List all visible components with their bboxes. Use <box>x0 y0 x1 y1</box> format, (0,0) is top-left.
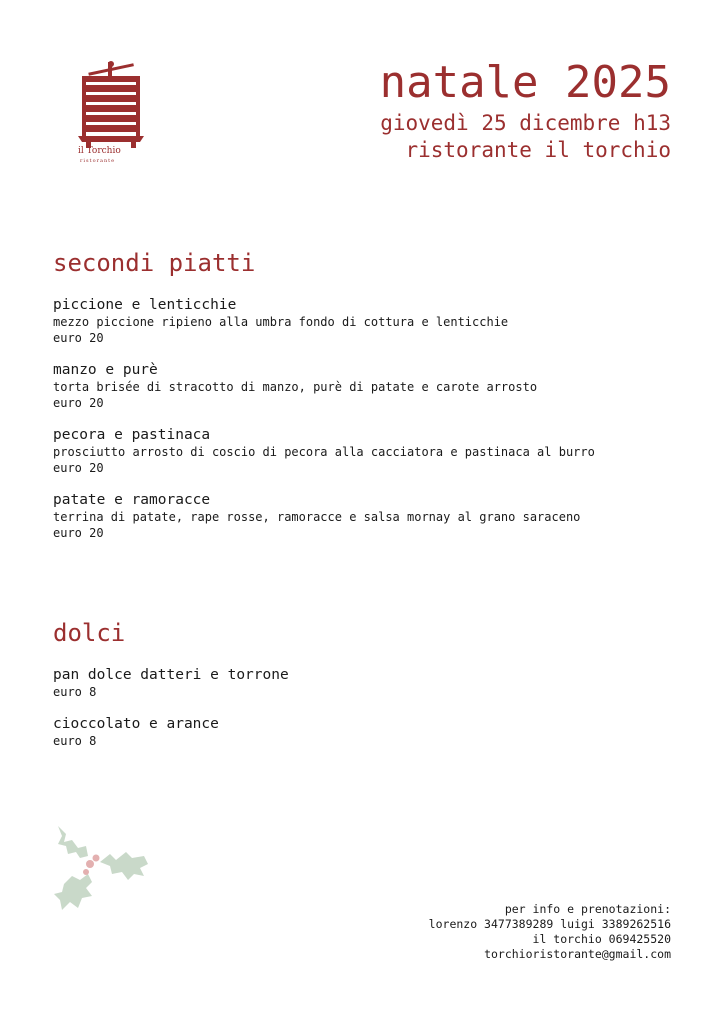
dish-price: euro 20 <box>53 331 104 345</box>
dish-price: euro 20 <box>53 461 104 475</box>
contact-restaurant-phone: il torchio 069425520 <box>532 932 671 946</box>
dish-name: cioccolato e arance <box>53 716 219 732</box>
contact-heading: per info e prenotazioni: <box>504 902 671 916</box>
dish-description: prosciutto arrosto di coscio di pecora alla cacciatora e pastinaca al burro <box>53 445 595 459</box>
dish-item <box>53 715 693 749</box>
contact-phones: lorenzo 3477389289 luigi 3389262516 <box>428 917 671 931</box>
dish-description: terrina di patate, rape rosse, ramoracce e salsa mornay al grano saraceno <box>53 510 581 524</box>
dish-price: euro 8 <box>53 734 97 748</box>
dish-description: torta brisée di stracotto di manzo, purè di patate e carote arrosto <box>53 380 538 394</box>
event-date: giovedì 25 dicembre h13 <box>380 111 671 135</box>
section-title: secondi piatti <box>53 249 256 277</box>
venue-name: ristorante il torchio <box>405 138 671 162</box>
section-title: dolci <box>53 619 126 647</box>
dish-price: euro 20 <box>53 526 104 540</box>
section-secondi <box>53 248 693 556</box>
section-dolci <box>53 618 693 764</box>
contact-email: torchioristorante@gmail.com <box>484 947 671 961</box>
dish-name: piccione e lenticchie <box>53 297 237 313</box>
page-title: natale 2025 <box>379 57 671 108</box>
dish-description: mezzo piccione ripieno alla umbra fondo di cottura e lenticchie <box>53 315 509 329</box>
logo-subtitle: ristorante <box>80 158 116 164</box>
dish-name: pan dolce datteri e torrone <box>53 667 289 683</box>
dish-item <box>53 361 693 411</box>
dish-name: manzo e purè <box>53 362 158 378</box>
dish-price: euro 8 <box>53 685 97 699</box>
contact-info <box>429 902 671 962</box>
dish-item <box>53 491 693 541</box>
dish-name: pecora e pastinaca <box>53 427 211 443</box>
dish-item <box>53 666 693 700</box>
dish-item <box>53 426 693 476</box>
menu-header <box>380 56 671 164</box>
dish-name: patate e ramoracce <box>53 492 211 508</box>
dish-price: euro 20 <box>53 396 104 410</box>
dish-item <box>53 296 693 346</box>
holly-icon <box>52 822 154 920</box>
logo-name: il Torchio <box>78 146 121 156</box>
